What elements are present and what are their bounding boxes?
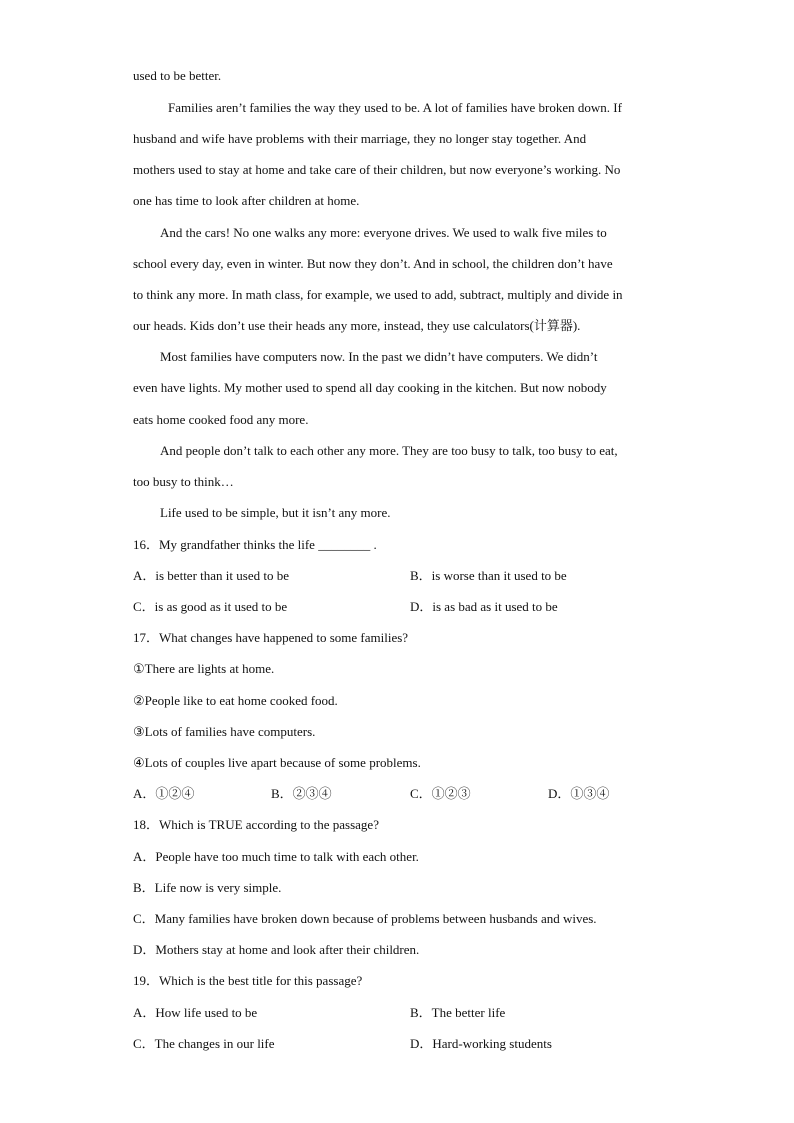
passage-line: And the cars! No one walks any more: everyone drives. We used to walk five miles to xyxy=(160,225,607,240)
question-18-stem: 18．Which is TRUE according to the passage? xyxy=(133,817,379,832)
question-18-option-c[interactable]: C．Many families have broken down because of problems between husbands and wives. xyxy=(133,911,597,926)
question-17-statement-4: ④Lots of couples live apart because of some problems. xyxy=(133,755,421,770)
question-19-option-d[interactable]: D．Hard-working students xyxy=(410,1036,552,1051)
question-19-option-a[interactable]: A．How life used to be xyxy=(133,1005,258,1020)
question-18-option-b[interactable]: B．Life now is very simple. xyxy=(133,880,282,895)
question-17-statement-3: ③Lots of families have computers. xyxy=(133,724,316,739)
question-19-stem: 19．Which is the best title for this passage? xyxy=(133,973,363,988)
passage-line: Families aren’t families the way they used to be. A lot of families have broken down. If xyxy=(168,100,622,115)
passage-line: to think any more. In math class, for example, we used to add, subtract, multiply and divide in xyxy=(133,287,623,302)
passage-line: And people don’t talk to each other any more. They are too busy to talk, too busy to eat, xyxy=(160,443,618,458)
question-18-option-d[interactable]: D．Mothers stay at home and look after their children. xyxy=(133,942,420,957)
passage-line: Most families have computers now. In the past we didn’t have computers. We didn’t xyxy=(160,349,598,364)
passage-line: even have lights. My mother used to spend all day cooking in the kitchen. But now nobody xyxy=(133,380,607,395)
question-17-statement-1: ①There are lights at home. xyxy=(133,661,275,676)
passage-line: school every day, even in winter. But now they don’t. And in school, the children don’t have xyxy=(133,256,613,271)
passage-line: eats home cooked food any more. xyxy=(133,412,309,427)
passage-line: Life used to be simple, but it isn’t any more. xyxy=(160,505,391,520)
question-17-stem: 17．What changes have happened to some families? xyxy=(133,630,409,645)
question-17-option-c[interactable]: C．①②③ xyxy=(410,786,471,801)
passage-line: used to be better. xyxy=(133,68,222,83)
question-19-option-c[interactable]: C．The changes in our life xyxy=(133,1036,275,1051)
question-16-option-b[interactable]: B．is worse than it used to be xyxy=(410,568,567,583)
passage-line: our heads. Kids don’t use their heads any more, instead, they use calculators(计算器). xyxy=(133,318,581,333)
question-16-stem: 16．My grandfather thinks the life ________ . xyxy=(133,537,377,552)
question-16-option-a[interactable]: A．is better than it used to be xyxy=(133,568,289,583)
question-16-option-c[interactable]: C．is as good as it used to be xyxy=(133,599,288,614)
passage-line: one has time to look after children at home. xyxy=(133,193,360,208)
question-17-statement-2: ②People like to eat home cooked food. xyxy=(133,693,338,708)
passage-line: too busy to think… xyxy=(133,474,234,489)
passage-line: husband and wife have problems with their marriage, they no longer stay together. And xyxy=(133,131,587,146)
question-16-option-d[interactable]: D．is as bad as it used to be xyxy=(410,599,558,614)
question-17-option-b[interactable]: B．②③④ xyxy=(271,786,332,801)
question-18-option-a[interactable]: A．People have too much time to talk with each other. xyxy=(133,849,419,864)
question-19-option-b[interactable]: B．The better life xyxy=(410,1005,506,1020)
question-17-option-d[interactable]: D．①③④ xyxy=(548,786,610,801)
passage-line: mothers used to stay at home and take care of their children, but now everyone’s working. No xyxy=(133,162,621,177)
question-17-option-a[interactable]: A．①②④ xyxy=(133,786,195,801)
